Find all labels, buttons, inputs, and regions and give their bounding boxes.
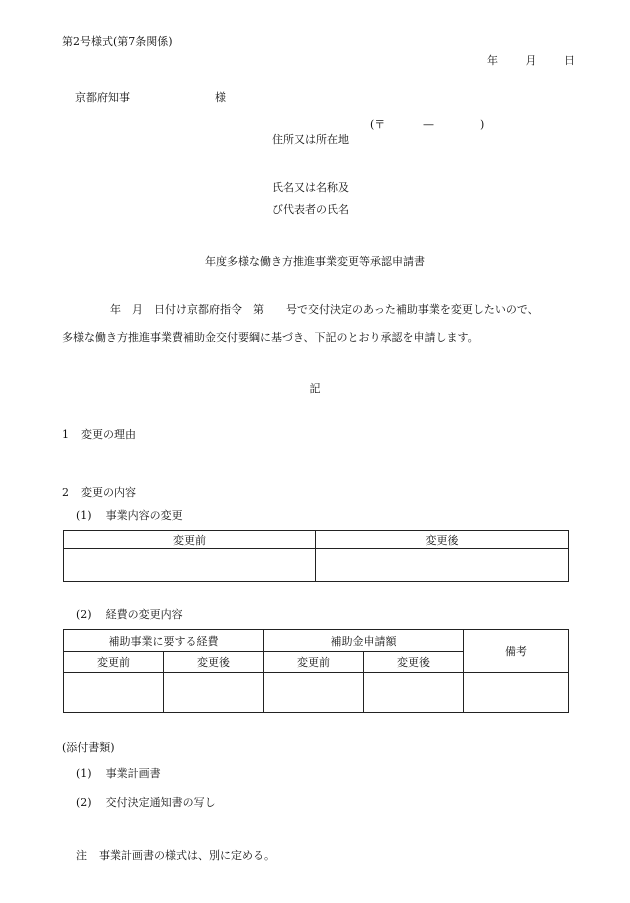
attachment-2-text: 交付決定通知書の写し	[105, 796, 216, 809]
name-label-line2: び代表者の氏名	[272, 203, 349, 216]
note-label: 注	[76, 849, 87, 862]
name-label-line1: 氏名又は名称及	[272, 181, 349, 194]
recipient-honorific: 様	[215, 91, 226, 104]
header-subsidy-amount: 補助金申請額	[264, 630, 464, 652]
postal-dash: —	[423, 118, 434, 131]
header-remarks: 備考	[464, 630, 569, 673]
date-line	[487, 54, 575, 67]
section-2-heading	[62, 486, 136, 499]
recipient-name: 京都府知事	[75, 91, 130, 104]
section-2-title: 変更の内容	[81, 486, 136, 499]
cell-expense-before[interactable]	[64, 673, 164, 713]
cell-before[interactable]	[64, 549, 316, 582]
attachment-item-1	[76, 767, 161, 780]
document-title: 年度多様な働き方推進事業変更等承認申請書	[205, 255, 425, 268]
subsection-1-label: (1)	[76, 509, 92, 522]
attachment-1-label: (1)	[76, 767, 92, 780]
body-line-2: 多様な働き方推進事業費補助金交付要綱に基づき、下記のとおり承認を申請します。	[62, 331, 479, 344]
header-after: 変更後	[316, 531, 569, 549]
cell-after[interactable]	[316, 549, 569, 582]
form-number: 第2号様式(第7条関係)	[62, 35, 173, 48]
content-change-table	[63, 530, 569, 582]
subsection-1-title: 事業内容の変更	[105, 509, 183, 522]
note-line	[76, 849, 275, 862]
attachment-1-text: 事業計画書	[105, 767, 161, 780]
date-day: 日	[564, 54, 575, 67]
subsection-2-label: (2)	[76, 608, 92, 621]
body-line-1: 年 月 日付け京都府指令 第 号で交付決定のあった補助事業を変更したいので、	[110, 303, 539, 316]
cell-subsidy-after[interactable]	[364, 673, 464, 713]
ki-label: 記	[309, 382, 321, 395]
subsection-2-heading	[76, 608, 183, 621]
header-subsidy-before: 変更前	[264, 652, 364, 673]
postal-close: )	[480, 118, 485, 131]
section-1-heading	[62, 428, 136, 441]
attachment-item-2	[76, 796, 216, 809]
cell-expense-after[interactable]	[164, 673, 264, 713]
header-before: 変更前	[64, 531, 316, 549]
date-year: 年	[487, 54, 498, 67]
address-label: 住所又は所在地	[272, 133, 349, 146]
note-text: 事業計画書の様式は、別に定める。	[99, 849, 275, 862]
cell-remarks[interactable]	[464, 673, 569, 713]
section-1-title: 変更の理由	[81, 428, 136, 441]
attachments-title: (添付書類)	[62, 741, 115, 754]
header-expense-before: 変更前	[64, 652, 164, 673]
section-1-number: 1	[62, 428, 69, 441]
cell-subsidy-before[interactable]	[264, 673, 364, 713]
subsection-1-heading	[76, 509, 183, 522]
attachment-2-label: (2)	[76, 796, 92, 809]
header-project-expense: 補助事業に要する経費	[64, 630, 264, 652]
date-month: 月	[525, 54, 537, 67]
subsection-2-title: 経費の変更内容	[105, 608, 183, 621]
expense-change-table	[63, 629, 569, 713]
section-2-number: 2	[62, 486, 69, 499]
header-subsidy-after: 変更後	[364, 652, 464, 673]
postal-open: (〒	[370, 118, 386, 131]
header-expense-after: 変更後	[164, 652, 264, 673]
